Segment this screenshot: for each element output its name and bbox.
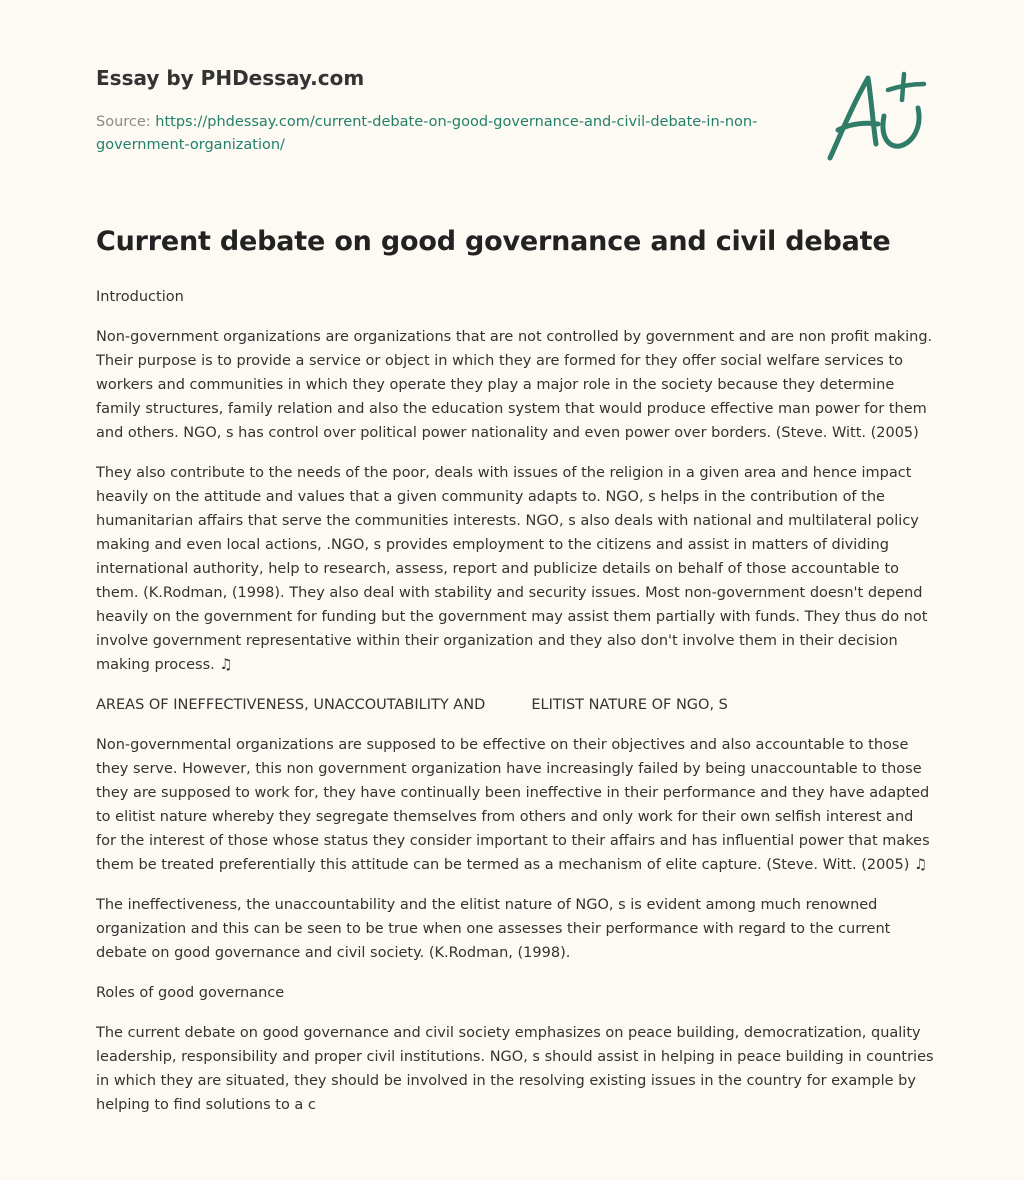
essay-paragraph: They also contribute to the needs of the poor, deals with issues of the religion in a given area and hence impact heavily on the attitude and values that a given community adapts to. NGO, s helps in the contribution of the humanitarian affairs that serve the communities interests. NGO, s also deals with national and multilateral policy making and even local actions, .NGO, s provides employment to the citizens and assist in matters of dividing international authority, help to research, assess, report and publicize details on behalf of those accountable to them. (K.Rodman, (1998). They also deal with stability and security issues. Most non-government doesn't depend heavily on the government for funding but the government may assist them partially with funds. They thus do not involve government representative within their organization and they also don't involve them in their decision making process. ♫ — [96, 465, 928, 673]
section-heading-roles: Roles of good governance — [96, 985, 285, 1001]
a-plus-logo-icon — [824, 66, 928, 166]
essay-paragraph: The ineffectiveness, the unaccountability and the elitist nature of NGO, s is evident among much renowned organization and this can be seen to be true when one assesses their performance with regard to the current debate on good governance and civil society. (K.Rodman, (1998). — [96, 897, 891, 961]
essay-paragraph: Non-government organizations are organizations that are not controlled by government and are non profit making. Their purpose is to provide a service or object in which they are formed for they offer social welfare services to workers and communities in which they operate they play a major role in the society because they determine family structures, family relation and also the education system that would produce effective man power for them and others. NGO, s has control over political power nationality and even power over borders. (Steve. Witt. (2005) — [96, 329, 933, 441]
essay-paragraph: The current debate on good governance and civil society emphasizes on peace building, democratization, quality leadership, responsibility and proper civil institutions. NGO, s should assist in helping in peace building in countries in which they are situated, they should be involved in the resolving existing issues in the country for example by helping to find solutions to a c — [96, 1025, 934, 1113]
essay-title: Current debate on good governance and civil debate — [96, 226, 891, 257]
site-brand: Essay by PHDessay.com — [96, 66, 365, 90]
source-label: Source: — [96, 114, 151, 130]
section-heading-areas: AREAS OF INEFFECTIVENESS, UNACCOUTABILITY AND ELITIST NATURE OF NGO, S — [96, 697, 728, 713]
source-link[interactable]: https://phdessay.com/current-debate-on-good-governance-and-civil-debate-in-non-government-organization/ — [96, 114, 758, 153]
essay-body — [96, 285, 936, 1133]
essay-paragraph: Non-governmental organizations are supposed to be effective on their objectives and also accountable to those they serve. However, this non government organization have increasingly failed by being unaccountable to those they are supposed to work for, they have continually been ineffective in their performance and they have adapted to elitist nature whereby they segregate themselves from others and only work for their own selfish interest and for the interest of those whose status they consider important to their affairs and has influential power that makes them be treated preferentially this attitude can be termed as a mechanism of elite capture. (Steve. Witt. (2005) ♫ — [96, 737, 930, 873]
source-line — [96, 111, 776, 157]
section-heading-introduction: Introduction — [96, 289, 184, 305]
